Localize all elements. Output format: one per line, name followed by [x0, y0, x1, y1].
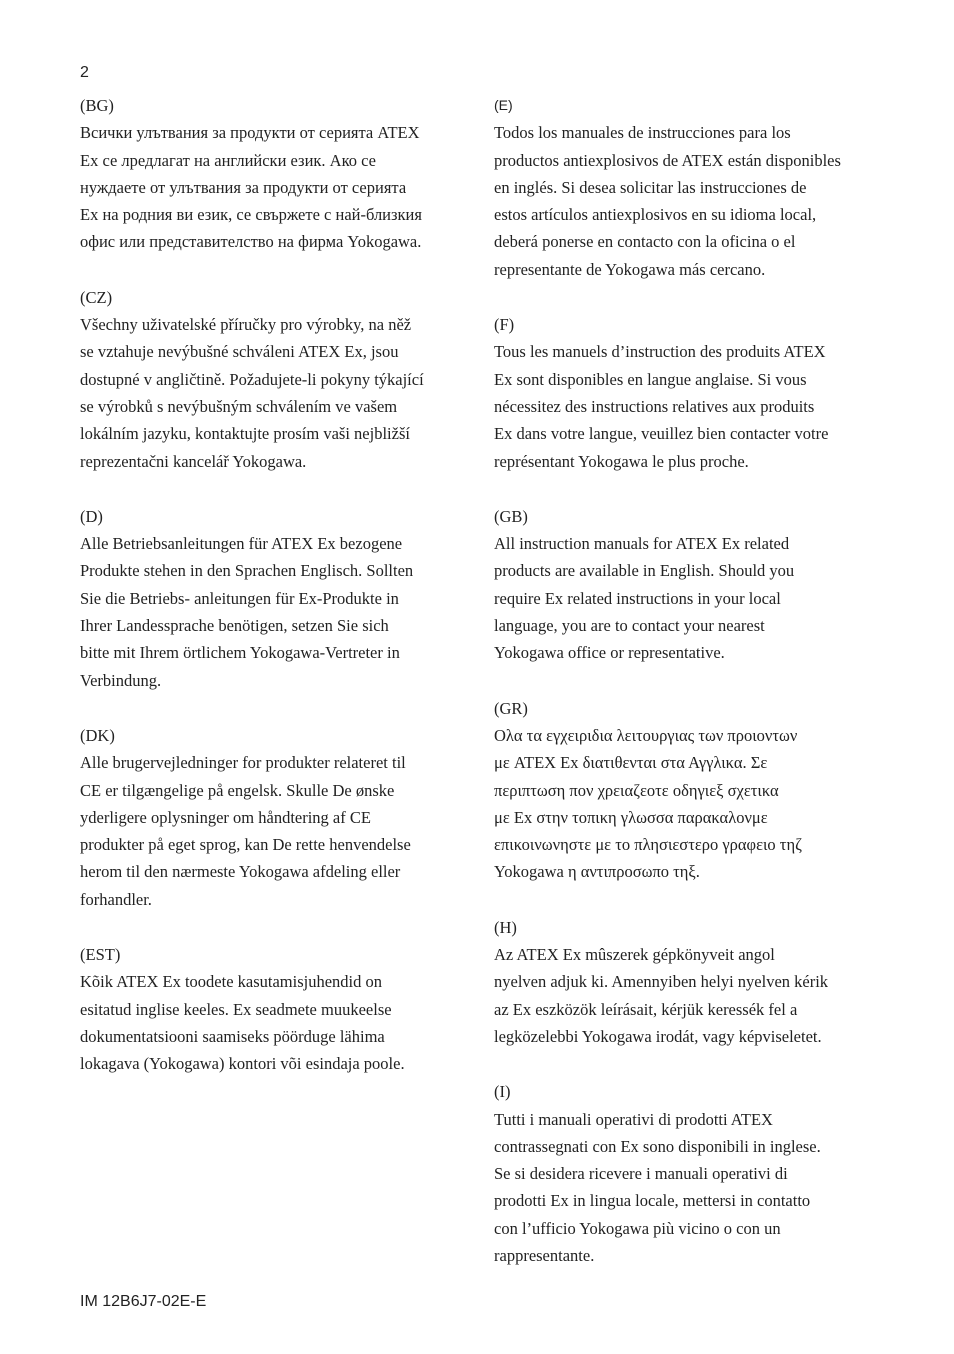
language-code: (I) — [494, 1082, 511, 1102]
language-text: Ολα τα εγχειριδια λειτουργιας των προιοντων με ATEX Ex διατιθενται στα Αγγλικα. Σε περιπτωση πον χρειαζεοτε οδηγιεξ σχετικα με Ex στην τοπικη γλωσσα παρακαλονμε επικοινωνηστε με το πλησιεστερο γραφειο τηζ Yokogawa η αντιπροσωπο τηξ. — [494, 725, 802, 882]
language-code: (F) — [494, 315, 515, 335]
language-section-gr — [494, 695, 894, 886]
language-text: Az ATEX Ex mûszerek gépkönyveit angol nyelven adjuk ki. Amennyiben helyi nyelven kérik az Ex eszközök leírásait, kérjük keressék fel a legközelebbi Yokogawa irodát, vagy képviseletet. — [494, 945, 829, 1046]
language-section-h — [494, 914, 894, 1050]
language-section-f — [494, 311, 894, 475]
language-code: (E) — [494, 97, 513, 113]
language-code: (EST) — [80, 945, 121, 965]
language-text: Todos los manuales de instrucciones para los productos antiexplosivos de ATEX están disponibles en inglés. Si desea solicitar las instrucciones de estos artículos antiexplosivos en su idioma local, deberá ponerse en contacto con la oficina o el representante de Yokogawa más cercano. — [494, 123, 841, 279]
language-text: Kõik ATEX Ex toodete kasutamisjuhendid on esitatud inglise keeles. Ex seadmete muukeelse dokumentatsiooni saamiseks pöörduge lähima lokagava (Yokogawa) kontori või esindaja poole. — [80, 972, 405, 1074]
language-text: Всички улътвания за продукти от серията ATEX Ex се лредлагат на английски език. Ако се нуждаете от улътвания за продукти от серията Ex на родния ви език, се свържете с най-близкия офис или представителство на фирма Yokogawa. — [80, 123, 422, 252]
language-section-d — [80, 503, 475, 694]
language-section-dk — [80, 722, 475, 913]
language-code: (H) — [494, 917, 517, 937]
language-section-e — [494, 92, 894, 283]
language-code: (DK) — [80, 725, 115, 745]
left-column — [80, 92, 475, 1106]
language-text: Tous les manuels d’instruction des produits ATEX Ex sont disponibles en langue anglaise. Si vous nécessitez des instructions relatives aux produits Ex dans votre langue, veuillez bien contacter votre représentant Yokogawa le plus proche. — [494, 342, 829, 471]
language-section-gb — [494, 503, 894, 667]
language-code: (GR) — [494, 698, 528, 718]
language-text: Alle Betriebsanleitungen für ATEX Ex bezogene Produkte stehen in den Sprachen Englisch. Sollten Sie die Betriebs- anleitungen für Ex-Produkte in Ihrer Landessprache benötigen, setzen Sie sich bitte mit Ihrem örtlichem Yokogawa-Vertreter in Verbindung. — [80, 534, 414, 690]
language-code: (D) — [80, 506, 103, 526]
right-column — [494, 92, 894, 1297]
language-section-i — [494, 1078, 894, 1269]
page-number: 2 — [80, 64, 89, 81]
language-text: Alle brugervejledninger for produkter relateret til CE er tilgængelige på engelsk. Skulle De ønske yderligere oplysninger om håndtering af CE produkter på eget sprog, kan De rette henvendelse herom til den nærmeste Yokogawa afdeling eller forhandler. — [80, 753, 411, 909]
language-code: (GB) — [494, 506, 528, 526]
language-text: All instruction manuals for ATEX Ex related products are available in English. Should you require Ex related instructions in your local language, you are to contact your nearest Yokogawa office or representative. — [494, 534, 795, 663]
language-code: (CZ) — [80, 287, 113, 307]
language-section-bg — [80, 92, 475, 256]
document-number-footer: IM 12B6J7-02E-E — [80, 1293, 207, 1310]
language-section-est — [80, 941, 475, 1077]
language-text: Tutti i manuali operativi di prodotti ATEX contrassegnati con Ex sono disponibili in inglese. Se si desidera ricevere i manuali operativi di prodotti Ex in lingua locale, mettersi in contatto con l’ufficio Yokogawa più vicino o con un rappresentante. — [494, 1109, 821, 1265]
language-text: Všechny uživatelské příručky pro výrobky, na něž se vztahuje nevýbušné schváleni ATEX Ex, jsou dostupné v angličtině. Požadujete-li pokyny týkající se výrobků s nevýbušným schválením ve vašem lokálním jazyku, kontaktujte prosím vaši nejbližší reprezentačni kancelář Yokogawa. — [80, 315, 424, 471]
language-section-cz — [80, 284, 475, 475]
language-code: (BG) — [80, 96, 114, 115]
